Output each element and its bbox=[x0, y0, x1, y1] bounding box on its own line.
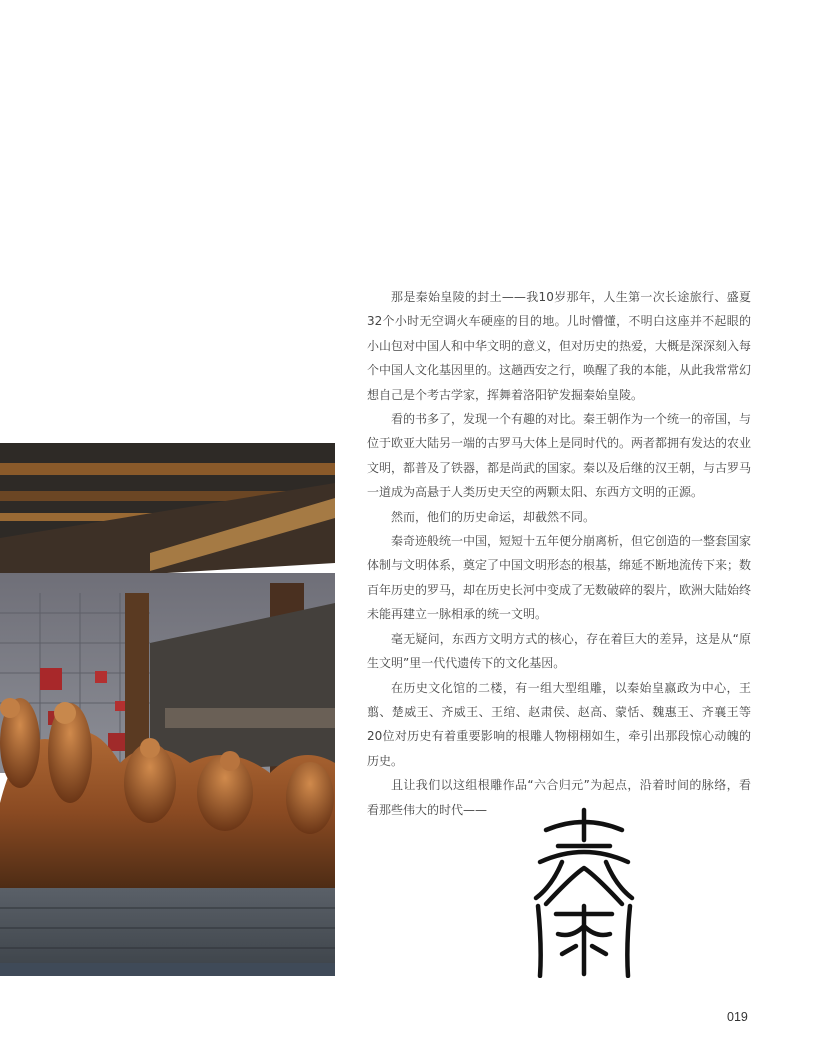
paragraph: 看的书多了，发现一个有趣的对比。秦王朝作为一个统一的帝国，与位于欧亚大陆另一端的古罗马大体上是同时代的。两者都拥有发达的农业文明，都普及了铁器，都是尚武的国家。秦以及后继的汉王朝，与古罗马一道成为高悬于人类历史天空的两颗太阳、东西方文明的正源。 bbox=[367, 412, 752, 500]
page-number: 019 bbox=[727, 1010, 748, 1024]
paragraph: 秦奇迹般统一中国，短短十五年便分崩离析，但它创造的一整套国家体制与文明体系，奠定了中国文明形态的根基，绵延不断地流传下来；数百年历史的罗马，却在历史长河中变成了无数破碎的裂片，欧洲大陆始终未能再建立一脉相承的统一文明。 bbox=[367, 534, 752, 622]
paragraph: 在历史文化馆的二楼，有一组大型组雕，以秦始皇嬴政为中心，王翦、楚威王、齐威王、王绾、赵肃侯、赵高、蒙恬、魏惠王、齐襄王等20位对历史有着重要影响的根雕人物栩栩如生，牵引出那段惊心动魄的历史。 bbox=[367, 680, 751, 768]
seal-script-qin-glyph bbox=[532, 806, 636, 978]
paragraph: 那是秦始皇陵的封土——我10岁那年，人生第一次长途旅行、盛夏32个小时无空调火车硬座的目的地。儿时懵懂，不明白这座并不起眼的小山包对中国人和中华文明的意义，但对历史的热爱，大概是深深刻入每个中国人文化基因里的。这趟西安之行，唤醒了我的本能，从此我常常幻想自己是个考古学家，挥舞着洛阳铲发掘秦始皇陵。 bbox=[367, 290, 752, 402]
paragraph: 且让我们以这组根雕作品“六合归元”为起点，沿着时间的脉络，看看那些伟大的时代—— bbox=[367, 778, 751, 817]
body-text bbox=[367, 285, 751, 822]
museum-sculpture-photo bbox=[0, 443, 335, 976]
paragraph: 毫无疑问，东西方文明方式的核心，存在着巨大的差异，这是从“原生文明”里一代代遗传下的文化基因。 bbox=[367, 631, 751, 671]
paragraph: 然而，他们的历史命运，却截然不同。 bbox=[391, 509, 596, 524]
